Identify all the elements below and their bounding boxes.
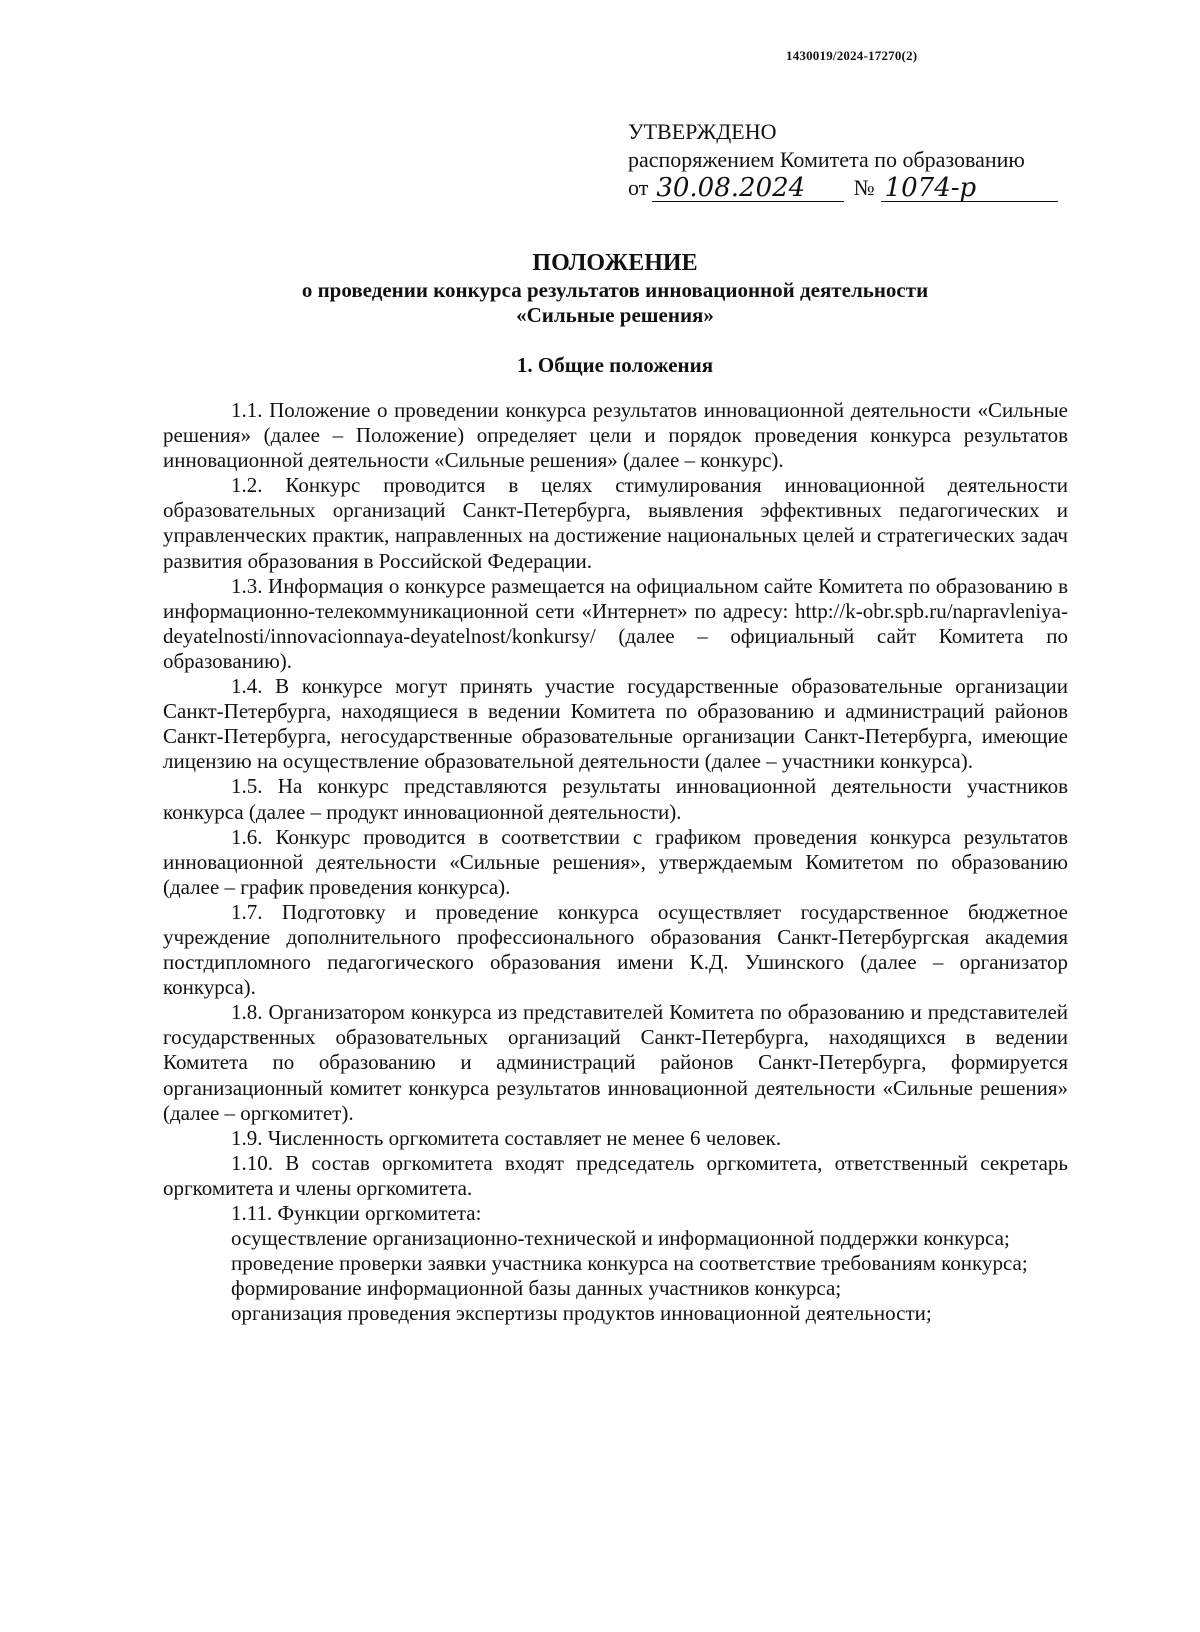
document-title-block [160, 248, 1070, 328]
approval-title: УТВЕРЖДЕНО [628, 119, 777, 144]
paragraph: 1.11. Функции оргкомитета: [231, 1201, 482, 1225]
paragraph: 1.8. Организатором конкурса из представителей Комитета по образованию и представителей государственных образовательных организаций Санкт-Петербурга, находящихся в ведении Комитета по образованию и администраций районов Санкт-Петербурга, формируется организационный комитет конкурса результатов инновационной деятельности «Сильные решения» (далее – оргкомитет). [163, 1000, 1068, 1125]
document-subtitle-line1: о проведении конкурса результатов инновационной деятельности [301, 278, 929, 302]
paragraph: 1.7. Подготовку и проведение конкурса осуществляет государственное бюджетное учреждение дополнительного профессионального образования Санкт-Петербургская академия постдипломного педагогического образования имени К.Д. Ушинского (далее – организатор конкурса). [163, 899, 1068, 1000]
paragraph: 1.2. Конкурс проводится в целях стимулирования инновационной деятельности образовательных организаций Санкт-Петербурга, выявления эффективных педагогических и управленческих практик, направленных на достижение национальных целей и стратегических задач развития образования в Российской Федерации. [163, 473, 1068, 573]
approval-issuer: распоряжением Комитета по образованию [628, 147, 1025, 172]
paragraph: 1.1. Положение о проведении конкурса результатов инновационной деятельности «Сильные решения» (далее – Положение) определяет цели и порядок проведения конкурса результатов инновационной деятельности «Сильные решения» (далее – конкурс). [163, 398, 1068, 473]
section-heading: 1. Общие положения [516, 353, 714, 377]
paragraph: 1.4. В конкурсе могут принять участие государственные образовательные организации Санкт-Петербурга, находящиеся в ведении Комитета по образованию и администраций районов Санкт-Петербурга, негосударственные образовательные организации Санкт-Петербурга, имеющие лицензию на осуществление образовательной деятельности (далее – участники конкурса). [163, 674, 1068, 774]
approval-stamp [628, 118, 1058, 202]
paragraph: 1.6. Конкурс проводится в соответствии с графиком проведения конкурса результатов инновационной деятельности «Сильные решения», утверждаемым Комитетом по образованию (далее – график проведения конкурса). [163, 824, 1068, 899]
date-prefix: от [628, 175, 649, 200]
paragraph: 1.5. На конкурс представляются результаты инновационной деятельности участников конкурса (далее – продукт инновационной деятельности). [163, 774, 1068, 824]
registration-number: 1430019/2024-17270(2) [786, 48, 918, 63]
list-item: формирование информационной базы данных участников конкурса; [231, 1276, 842, 1301]
document-subtitle-line2: «Сильные решения» [516, 303, 714, 327]
list-item: проведение проверки заявки участника конкурса на соответствие требованиям конкурса; [231, 1251, 1028, 1276]
section-body [163, 398, 1068, 1326]
list-item: организация проведения экспертизы продуктов инновационной деятельности; [231, 1301, 932, 1326]
approval-date-line [628, 174, 1058, 202]
list-item: осуществление организационно-технической и информационной поддержки конкурса; [231, 1226, 1010, 1251]
paragraph: 1.3. Информация о конкурсе размещается на официальном сайте Комитета по образованию в информационно-телекоммуникационной сети «Интернет» по адресу: http://k-obr.spb.ru/napravleniya-deyatelnosti/innovacionnaya-deyatelnost/konkursy/ (далее – официальный сайт Комитета по образованию). [163, 573, 1068, 673]
number-sign: № [853, 175, 875, 200]
handwritten-date: 30.08.2024 [652, 175, 843, 202]
paragraph: 1.10. В состав оргкомитета входят председатель оргкомитета, ответственный секретарь оргкомитета и члены оргкомитета. [163, 1150, 1068, 1200]
document-title: ПОЛОЖЕНИЕ [532, 250, 698, 276]
paragraph: 1.9. Численность оргкомитета составляет не менее 6 человек. [231, 1125, 782, 1150]
handwritten-number: 1074-р [881, 175, 1058, 202]
